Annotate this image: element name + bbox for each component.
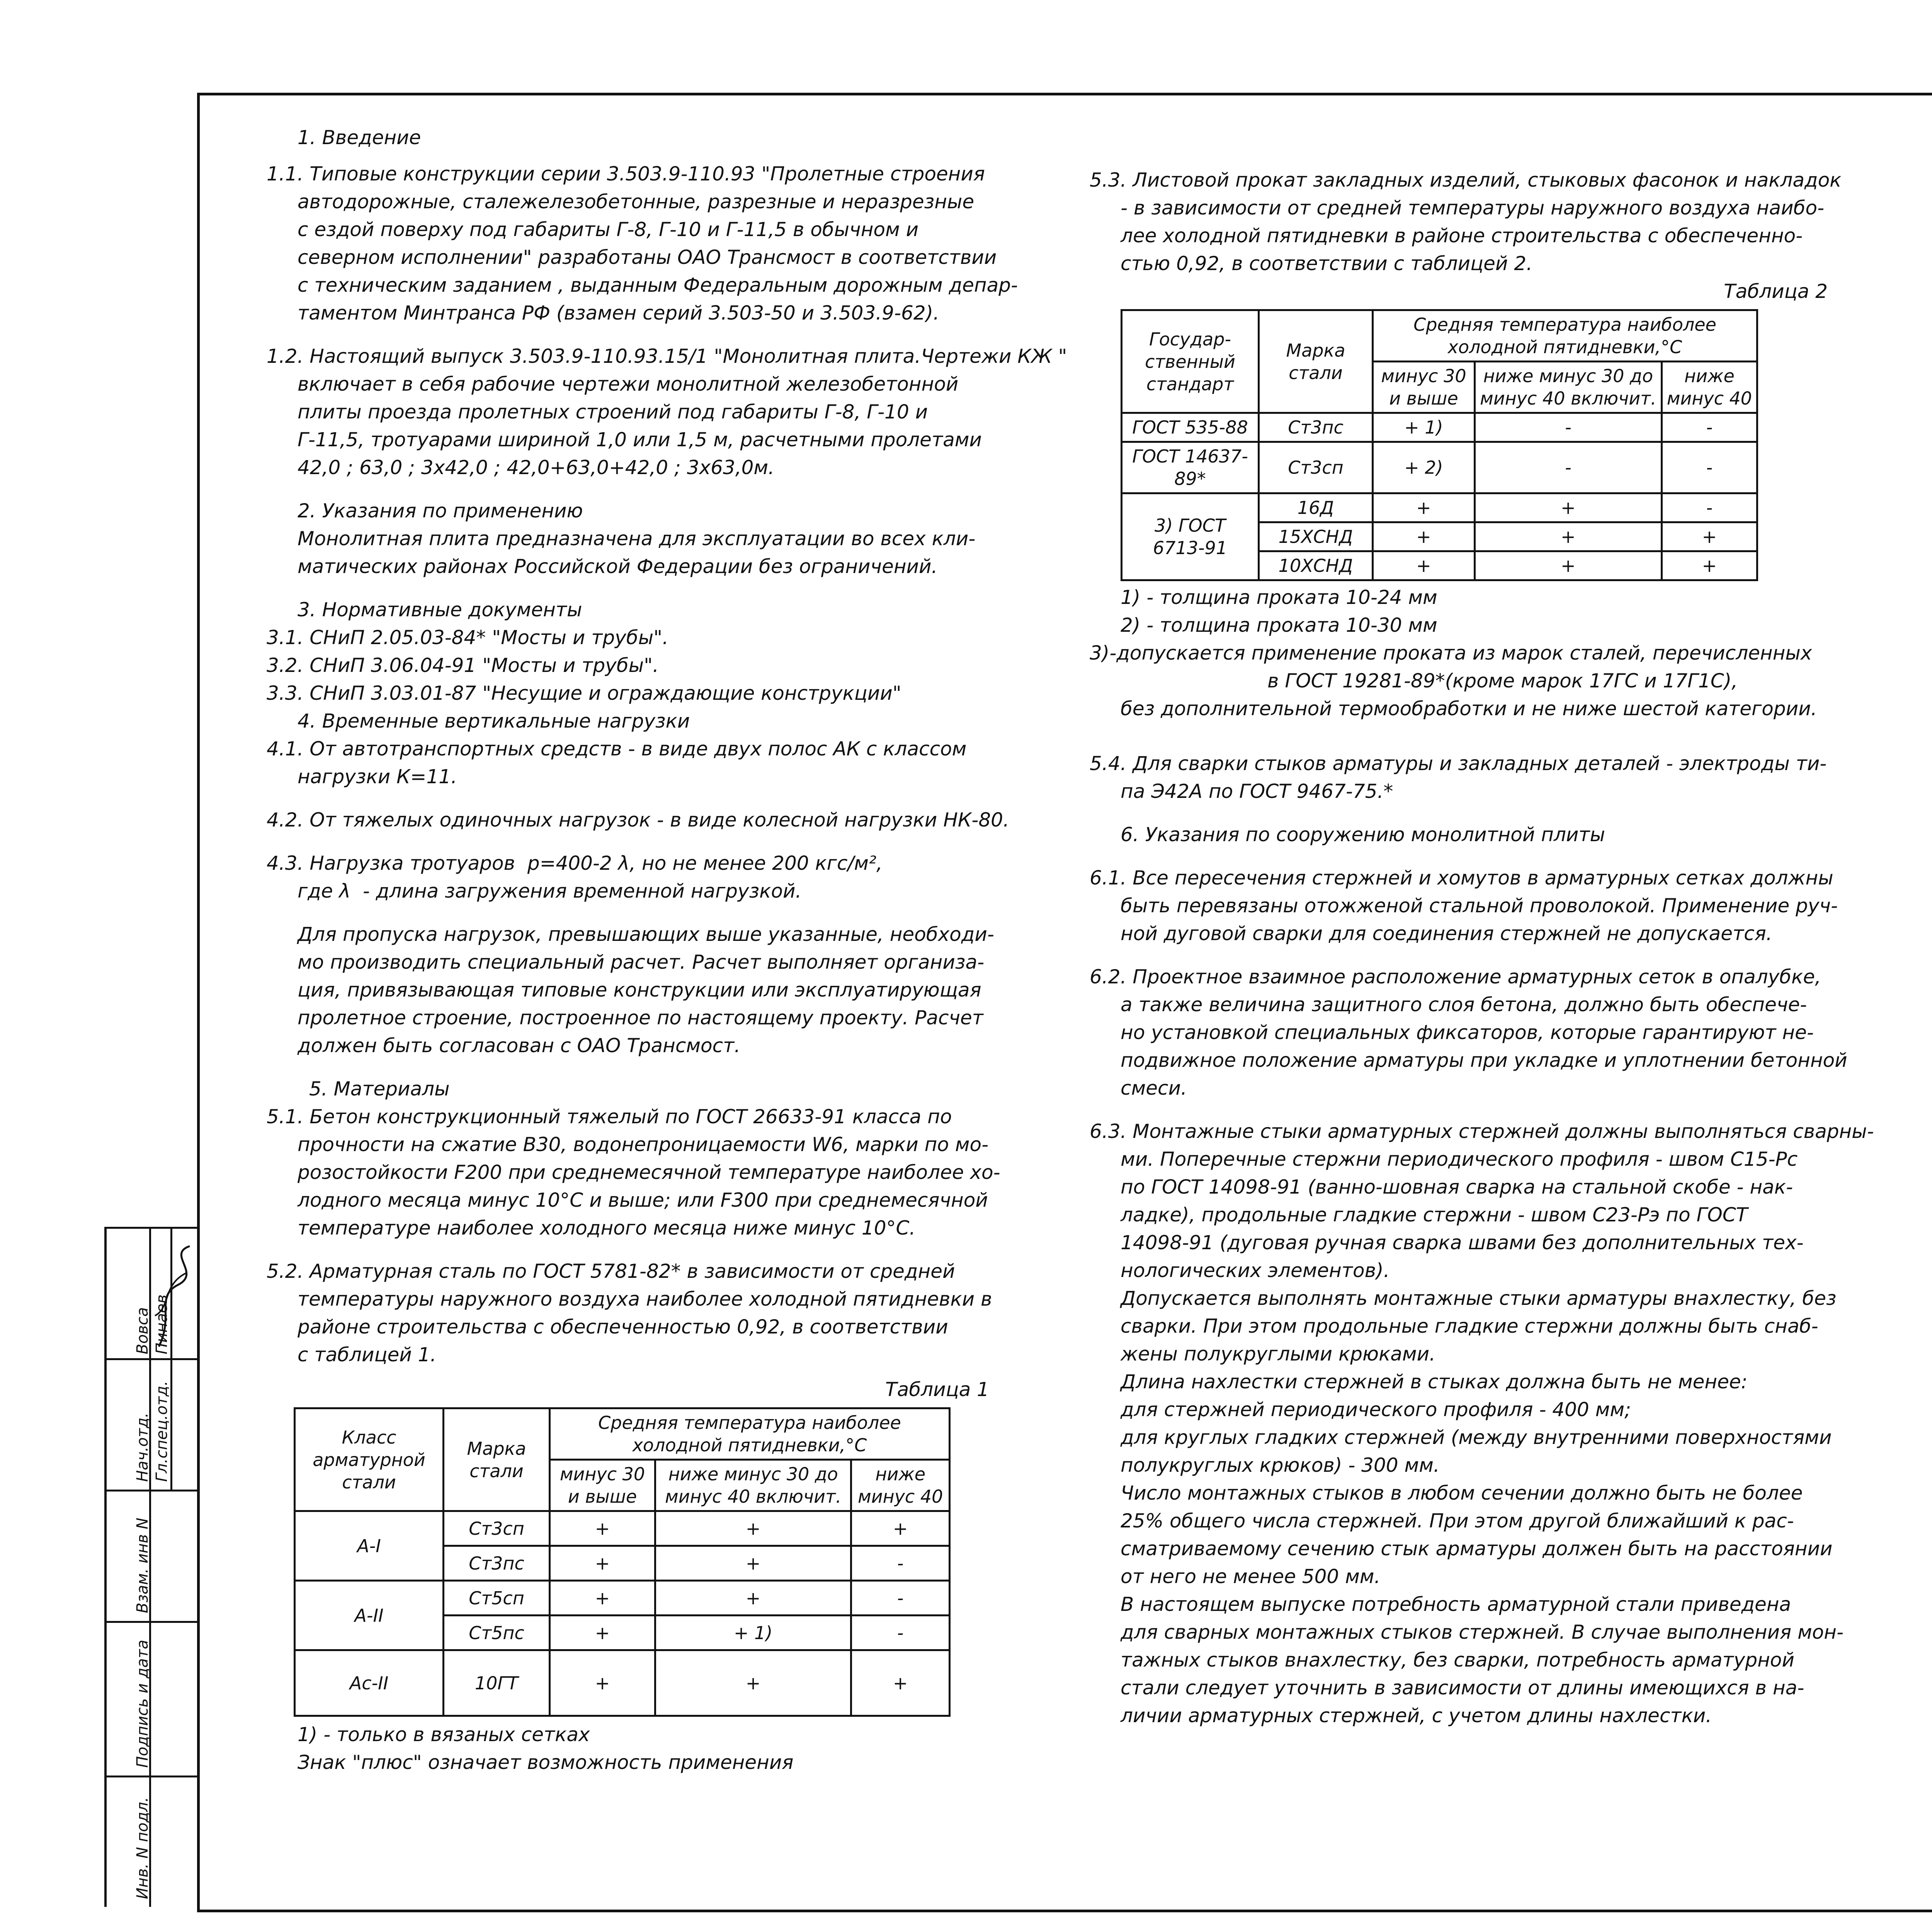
table2-cell: - <box>1662 413 1757 442</box>
text-line: где λ - длина загружения временной нагрузкой. <box>298 880 802 902</box>
table2-header-t3: ниже минус 40 <box>1662 362 1757 413</box>
text-line: смеси. <box>1121 1077 1187 1099</box>
text-line: 5.4. Для сварки стыков арматуры и закладных деталей - электроды ти- <box>1090 752 1827 775</box>
text-line: па Э42А по ГОСТ 9467-75.* <box>1121 780 1393 803</box>
table-1 <box>294 1407 951 1717</box>
text-line: 5.2. Арматурная сталь по ГОСТ 5781-82* в зависимости от средней <box>267 1260 955 1282</box>
text-line: пролетное строение, построенное по настоящему проекту. Расчет <box>298 1007 983 1029</box>
table2-header-mark: Марка стали <box>1259 310 1373 413</box>
table2-cell: - <box>1662 442 1757 493</box>
text-line: 4.3. Нагрузка тротуаров p=400-2 λ, но не менее 200 кгс/м², <box>267 852 883 874</box>
table2-note: 2) - толщина проката 10-30 мм <box>1121 614 1437 636</box>
table2-cell: - <box>1475 442 1662 493</box>
heading-construction: 6. Указания по сооружению монолитной плиты <box>1121 823 1605 846</box>
table1-note: Знак "плюс" означает возможность применения <box>298 1751 794 1774</box>
table2-header-temp: Средняя температура наиболее холодной пятидневки,°С <box>1373 310 1757 362</box>
text-line: жены полукруглыми крюками. <box>1121 1343 1436 1365</box>
table1-cell: + <box>550 1511 655 1546</box>
text-line: стью 0,92, в соответствии с таблицей 2. <box>1121 252 1532 275</box>
strip-row-line <box>107 1227 199 1229</box>
text-line: мо производить специальный расчет. Расчет выполняет организа- <box>298 951 985 973</box>
table2-header-t1: минус 30 и выше <box>1373 362 1475 413</box>
text-line: 6.1. Все пересечения стержней и хомутов в арматурных сетках должны <box>1090 867 1833 889</box>
table2-cell: + 2) <box>1373 442 1475 493</box>
text-line: матических районах Российской Федерации без ограничений. <box>298 555 938 578</box>
text-line: северном исполнении" разработаны ОАО Трансмост в соответствии <box>298 246 997 269</box>
text-line: нагрузки К=11. <box>298 765 457 788</box>
table1-header-mark: Марка стали <box>444 1408 550 1511</box>
text-line: от него не менее 500 мм. <box>1121 1565 1381 1588</box>
text-line: стали следует уточнить в зависимости от длины имеющихся в на- <box>1121 1677 1804 1699</box>
text-line: лее холодной пятидневки в районе строительства с обеспеченно- <box>1121 224 1803 247</box>
table2-cell: ГОСТ 14637-89* <box>1122 442 1259 493</box>
table1-header-class: Класс арматурной стали <box>295 1408 444 1511</box>
heading-norms: 3. Нормативные документы <box>298 599 582 621</box>
text-line: ми. Поперечные стержни периодического профиля - швом С15-Рс <box>1121 1148 1798 1170</box>
table-2 <box>1121 309 1758 581</box>
text-line: подвижное положение арматуры при укладке и уплотнении бетонной <box>1121 1049 1847 1071</box>
text-line: для круглых гладких стержней (между внутренними поверхностями <box>1121 1426 1832 1449</box>
table2-cell: + <box>1373 551 1475 580</box>
text-line: - в зависимости от средней температуры наружного воздуха наибо- <box>1121 197 1825 219</box>
strip-label-replace: Взам. инв N <box>134 1517 151 1613</box>
text-line: полукруглых крюков) - 300 мм. <box>1121 1454 1440 1476</box>
text-line: Монолитная плита предназначена для эксплуатации во всех кли- <box>298 527 976 550</box>
text-line: 14098-91 (дуговая ручная сварка швами без дополнительных тех- <box>1121 1231 1804 1254</box>
table1-cell: А-II <box>295 1581 444 1650</box>
table1-cell: - <box>851 1616 950 1650</box>
table2-cell: + <box>1662 522 1757 551</box>
table2-note: в ГОСТ 19281-89*(кроме марок 17ГС и 17Г1С), <box>1267 670 1738 692</box>
table1-cell: Ст5пс <box>444 1616 550 1650</box>
strip-row-line <box>107 1490 199 1492</box>
table2-note: 3)-допускается применение проката из марок сталей, перечисленных <box>1090 642 1812 664</box>
table2-cell: Ст3пс <box>1259 413 1373 442</box>
table2-note: без дополнительной термообработки и не ниже шестой категории. <box>1121 697 1817 720</box>
table2-caption: Таблица 2 <box>1724 280 1828 303</box>
text-line: таментом Минтранса РФ (взамен серий 3.503-50 и 3.503.9-62). <box>298 302 940 324</box>
table2-cell: + <box>1373 493 1475 522</box>
text-line: 3.2. СНиП 3.06.04-91 "Мосты и трубы". <box>267 654 659 677</box>
text-line: включает в себя рабочие чертежи монолитной железобетонной <box>298 373 959 395</box>
table1-caption: Таблица 1 <box>885 1378 989 1401</box>
table1-note: 1) - только в вязаных сетках <box>298 1723 590 1746</box>
strip-row-line <box>107 1358 199 1360</box>
text-line: 6.2. Проектное взаимное расположение арматурных сеток в опалубке, <box>1090 966 1821 988</box>
table1-cell: + <box>851 1650 950 1716</box>
column-2 <box>1090 166 1882 1730</box>
table1-cell: Ас-II <box>295 1650 444 1716</box>
table2-header-t2: ниже минус 30 до минус 40 включит. <box>1475 362 1662 413</box>
side-approval-strip <box>104 1227 199 1907</box>
table1-cell: Ст5сп <box>444 1581 550 1616</box>
table2-cell: + <box>1475 493 1662 522</box>
table1-cell: А-I <box>295 1511 444 1581</box>
strip-label-inv: Инв. N подл. <box>134 1797 151 1899</box>
strip-name-1: Вовса <box>134 1307 151 1354</box>
strip-label-sign-date: Подпись и дата <box>134 1639 151 1768</box>
text-line: 6.3. Монтажные стыки арматурных стержней должны выполняться сварны- <box>1090 1120 1874 1143</box>
text-line: Г-11,5, тротуарами шириной 1,0 или 1,5 м, расчетными пролетами <box>298 429 982 451</box>
table1-cell: 10ГТ <box>444 1650 550 1716</box>
text-line: личии арматурных стержней, с учетом длины нахлестки. <box>1121 1704 1712 1727</box>
table2-note: 1) - толщина проката 10-24 мм <box>1121 586 1437 609</box>
table1-cell: + <box>655 1581 851 1616</box>
table2-header-std: Государ-ственный стандарт <box>1122 310 1259 413</box>
strip-row-line <box>107 1621 199 1623</box>
text-line: ладке), продольные гладкие стержни - швом С23-Рэ по ГОСТ <box>1121 1204 1748 1226</box>
text-line: 3.3. СНиП 3.03.01-87 "Несущие и ограждающие конструкции" <box>267 682 901 704</box>
text-line: 5.3. Листовой прокат закладных изделий, стыковых фасонок и накладок <box>1090 169 1842 191</box>
text-line: районе строительства с обеспеченностью 0,92, в соответствии <box>298 1316 948 1338</box>
heading-usage: 2. Указания по применению <box>298 500 583 522</box>
text-line: но установкой специальных фиксаторов, которые гарантируют не- <box>1121 1021 1814 1044</box>
table2-cell: 3) ГОСТ 6713-91 <box>1122 493 1259 580</box>
table2-cell: 10ХСНД <box>1259 551 1373 580</box>
table2-cell: 16Д <box>1259 493 1373 522</box>
text-line: 3.1. СНиП 2.05.03-84* "Мосты и трубы". <box>267 626 668 649</box>
table2-cell: + <box>1475 522 1662 551</box>
text-line: ция, привязывающая типовые конструкции или эксплуатирующая <box>298 979 981 1001</box>
text-line: В настоящем выпуске потребность арматурной стали приведена <box>1121 1593 1791 1616</box>
table1-cell: Ст3пс <box>444 1546 550 1581</box>
text-line: 1.2. Настоящий выпуск 3.503.9-110.93.15/1 "Монолитная плита.Чертежи КЖ " <box>267 345 1067 367</box>
table2-cell: - <box>1475 413 1662 442</box>
text-line: сварки. При этом продольные гладкие стержни должны быть снаб- <box>1121 1315 1818 1337</box>
text-line: с техническим заданием , выданным Федеральным дорожным депар- <box>298 274 1018 296</box>
text-line: тажных стыков внахлестку, без сварки, потребность арматурной <box>1121 1649 1794 1671</box>
table2-cell: Ст3сп <box>1259 442 1373 493</box>
table2-cell: 15ХСНД <box>1259 522 1373 551</box>
text-line: лодного месяца минус 10°С и выше; или F300 при среднемесячной <box>298 1189 988 1211</box>
text-line: быть перевязаны отожженой стальной проволокой. Применение руч- <box>1121 895 1838 917</box>
text-line: 4.2. От тяжелых одиночных нагрузок - в виде колесной нагрузки НК-80. <box>267 809 1009 831</box>
table1-cell: - <box>851 1581 950 1616</box>
text-line: по ГОСТ 14098-91 (ванно-шовная сварка на стальной скобе - нак- <box>1121 1176 1793 1198</box>
table2-cell: + <box>1475 551 1662 580</box>
text-line: должен быть согласован с ОАО Трансмост. <box>298 1034 741 1057</box>
strip-row-line <box>107 1776 199 1777</box>
table1-header-t1: минус 30 и выше <box>550 1460 655 1511</box>
table1-cell: + <box>655 1546 851 1581</box>
text-line: 25% общего числа стержней. При этом другой ближайший к рас- <box>1121 1510 1794 1532</box>
text-line: для стержней периодического профиля - 400 мм; <box>1121 1398 1631 1421</box>
table1-cell: + <box>550 1546 655 1581</box>
column-1 <box>267 124 1067 1776</box>
strip-label-head: Нач.отд. <box>134 1412 151 1482</box>
table1-cell: + <box>550 1581 655 1616</box>
table2-cell: ГОСТ 535-88 <box>1122 413 1259 442</box>
text-line: Число монтажных стыков в любом сечении должно быть не более <box>1121 1482 1803 1504</box>
table1-cell: + <box>550 1616 655 1650</box>
table1-header-temp: Средняя температура наиболее холодной пятидневки,°С <box>550 1408 950 1460</box>
strip-name-2: Пинаев <box>153 1294 171 1354</box>
text-line: а также величина защитного слоя бетона, должно быть обеспече- <box>1121 993 1807 1016</box>
text-line: нологических элементов). <box>1121 1259 1390 1282</box>
text-line: температуры наружного воздуха наиболее холодной пятидневки в <box>298 1288 992 1310</box>
text-line: температуре наиболее холодного месяца ниже минус 10°С. <box>298 1217 916 1239</box>
heading-materials: 5. Материалы <box>309 1078 450 1100</box>
table1-cell: + <box>550 1650 655 1716</box>
text-line: для сварных монтажных стыков стержней. В случае выполнения мон- <box>1121 1621 1844 1643</box>
table2-cell: - <box>1662 493 1757 522</box>
text-line: прочности на сжатие В30, водонепроницаемости W6, марки по мо- <box>298 1133 989 1156</box>
text-line: 42,0 ; 63,0 ; 3х42,0 ; 42,0+63,0+42,0 ; 3х63,0м. <box>298 456 775 479</box>
table2-cell: + 1) <box>1373 413 1475 442</box>
text-line: с таблицей 1. <box>298 1344 437 1366</box>
table1-header-t3: ниже минус 40 <box>851 1460 950 1511</box>
strip-signature <box>151 1238 197 1354</box>
text-line: сматриваемому сечению стык арматуры должен быть на расстоянии <box>1121 1537 1833 1560</box>
heading-intro: 1. Введение <box>298 126 421 149</box>
table1-cell: + <box>851 1511 950 1546</box>
text-line: ной дуговой сварки для соединения стержней не допускается. <box>1121 922 1772 945</box>
text-line: Допускается выполнять монтажные стыки арматуры внахлестку, без <box>1121 1287 1837 1310</box>
text-line: Для пропуска нагрузок, превышающих выше указанные, необходи- <box>298 923 994 946</box>
text-line: 5.1. Бетон конструкционный тяжелый по ГОСТ 26633-91 класса по <box>267 1105 952 1128</box>
text-line: автодорожные, сталежелезобетонные, разрезные и неразрезные <box>298 190 975 213</box>
table1-cell: - <box>851 1546 950 1581</box>
text-line: Длина нахлестки стержней в стыках должна быть не менее: <box>1121 1371 1748 1393</box>
table1-cell: Ст3сп <box>444 1511 550 1546</box>
table1-cell: + 1) <box>655 1616 851 1650</box>
table1-cell: + <box>655 1511 851 1546</box>
strip-label-chief: Гл.спец.отд. <box>153 1381 171 1482</box>
text-line: розостойкости F200 при среднемесячной температуре наиболее хо- <box>298 1161 1000 1184</box>
text-line: 1.1. Типовые конструкции серии 3.503.9-110.93 "Пролетные строения <box>267 163 985 185</box>
text-line: 4.1. От автотранспортных средств - в виде двух полос АК с классом <box>267 738 967 760</box>
text-line: плиты проезда пролетных строений под габариты Г-8, Г-10 и <box>298 401 928 423</box>
heading-loads: 4. Временные вертикальные нагрузки <box>298 710 690 732</box>
table1-cell: + <box>655 1650 851 1716</box>
table2-cell: + <box>1662 551 1757 580</box>
table2-cell: + <box>1373 522 1475 551</box>
table1-header-t2: ниже минус 30 до минус 40 включит. <box>655 1460 851 1511</box>
text-line: с ездой поверху под габариты Г-8, Г-10 и Г-11,5 в обычном и <box>298 218 919 241</box>
